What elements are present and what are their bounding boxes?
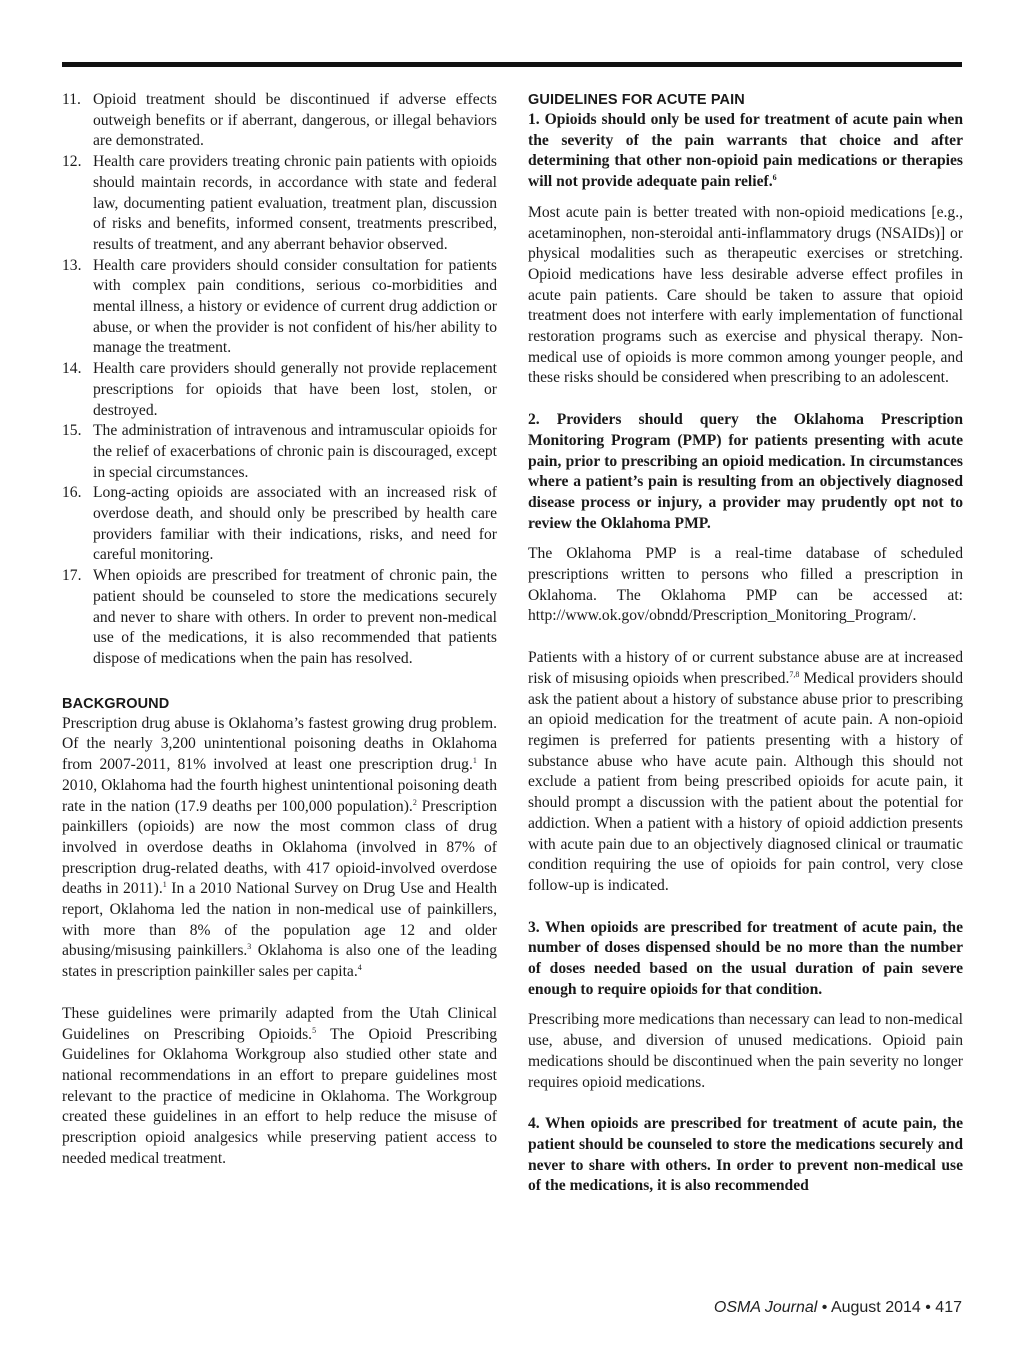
top-rule — [62, 62, 962, 67]
item-text: When opioids are prescribed for treatment of chronic pain, the patient should be counseled to store the medications securely and never to share with others. In order to prevent non-medical use of the medications, it is also recommended that patients dispose of medications when the pain has resolved. — [93, 567, 497, 667]
guideline-2: 2. Providers should query the Oklahoma Prescription Monitoring Program (PMP) for patients presenting with acute pain, prior to prescribing an opioid medication. In circumstances where a patient’s pain is resulting from an objectively diagnosed disease process or injury, a provider may prudently opt not to review the Oklahoma PMP. — [528, 411, 963, 532]
background-heading: BACKGROUND — [62, 695, 170, 712]
list-item: 14. Health care providers should generally not provide replacement prescriptions for opioids that have been lost, stolen, or destroyed. — [62, 360, 497, 419]
list-item: 13. Health care providers should consider consultation for patients with complex pain conditions, serious co-morbidities and mental illness, a history or evidence of current drug addiction or abuse, or when the provider is not confident of his/her ability to manage the treatment. — [62, 256, 497, 357]
guideline-3-body: Prescribing more medications than necessary can lead to non-medical use, abuse, and diversion of unused medications. Opioid pain medications should be discontinued when the pain severity no longer requires opioid medications. — [528, 1011, 963, 1091]
item-text: Health care providers treating chronic pain patients with opioids should maintain records, in accordance with state and federal law, documenting patient evaluation, treatment plan, discussion of risks and benefits, informed consent, treatments prescribed, results of treatment, and any aberrant behavior observed. — [93, 153, 497, 253]
guideline-1-body: Most acute pain is better treated with non-opioid medications [e.g., acetaminophen, non-steroidal anti-inflammatory drugs (NSAIDs)] or physical modalities such as therapeutic exercises or stretching. Opioid medications have less desirable adverse effect profiles in acute pain patients. Care should be taken to assure that opioid treatment does not interfere with early implementation of functional restoration programs such as exercise and physical therapy. Non-medical use of opioids is more common among younger people, and these risks should be considered when prescribing to an adolescent. — [528, 203, 963, 387]
citation: 3 — [247, 942, 252, 952]
guideline-2-body-1: The Oklahoma PMP is a real-time database of scheduled prescriptions written to persons who filled a prescription in Oklahoma. The Oklahoma PMP can be accessed at: http://www.ok.gov/obndd/Prescription_Monitoring_Program/. — [528, 545, 963, 625]
citation: 2 — [412, 797, 417, 807]
list-item: 15. The administration of intravenous and intramuscular opioids for the relief of exacerbations of chronic pain is discouraged, except in special circumstances. — [62, 422, 497, 481]
list-item: 16. Long-acting opioids are associated with an increased risk of overdose death, and should only be prescribed by health care providers familiar with their indications, risks, and need for careful monitoring. — [62, 484, 497, 564]
journal-name: OSMA Journal — [713, 1299, 818, 1316]
guideline-3: 3. When opioids are prescribed for treatment of acute pain, the number of doses dispensed should be no more than the number of doses needed based on the usual duration of pain severe enough to require opioids for that condition. — [528, 918, 963, 998]
issue-date: August 2014 — [830, 1299, 921, 1316]
item-text: The administration of intravenous and intramuscular opioids for the relief of exacerbations of chronic pain is discouraged, except in special circumstances. — [93, 422, 497, 481]
item-text: Health care providers should consider consultation for patients with complex pain conditions, serious co-morbidities and mental illness, a history or evidence of current drug addiction or abuse, or when the provider is not confident of his/her ability to manage the treatment. — [93, 256, 497, 357]
citation: 1 — [162, 880, 167, 890]
page-number: 417 — [935, 1299, 962, 1316]
guideline-4: 4. When opioids are prescribed for treatment of acute pain, the patient should be counseled to store the medications securely and never to share with others. In order to prevent non-medical use of the medications, it is also recommended — [528, 1115, 963, 1195]
background-paragraph-1: Prescription drug abuse is Oklahoma’s fastest growing drug problem. Of the nearly 3,200 unintentional poisoning deaths in Oklahoma from 2007-2011, 81% involved at least one prescription drug.$^1$ In 2010, Oklahoma had the fourth highest unintentional poisoning death rate in the nation (17.9 deaths per 100,000 population).$^2$ Prescription painkillers (opioids) are now the most common class of drug involved in overdose deaths in Oklahoma (involved in 87% of prescription drug-related deaths, with 417 opioid-involved overdose deaths in 2011).$^1$ In a 2010 National Survey on Drug Use and Health report, Oklahoma led the nation in non-medical use of painkillers, with more than 8% of the population age 12 and older abusing/misusing painkillers.$^3$ Oklahoma is also one of the leading states in prescription painkiller sales per capita.$^4$ — [62, 714, 498, 981]
list-item: 11. Opioid treatment should be discontinued if adverse effects outweigh benefits or if aberrant, dangerous, or illegal behaviors are demonstrated. — [62, 91, 497, 150]
item-text: Long-acting opioids are associated with an increased risk of overdose death, and should only be prescribed by health care providers familiar with their indications, risks, and need for careful monitoring. — [93, 484, 497, 564]
list-item: 12. Health care providers treating chronic pain patients with opioids should maintain records, in accordance with state and federal law, documenting patient evaluation, treatment plan, discussion of risks and benefits, informed consent, treatments prescribed, results of treatment, and any aberrant behavior observed. — [62, 153, 497, 253]
right-column — [528, 90, 963, 1197]
background-paragraph-2: These guidelines were primarily adapted from the Utah Clinical Guidelines on Prescribing Opioids.$^5$ The Opioid Prescribing Guidelines for Oklahoma Workgroup also studied other state and national recommendations in an effort to prepare guidelines most relevant to the practice of medicine in Oklahoma. The Workgroup created these guidelines in an effort to help reduce the misuse of prescription opioid analgesics while preserving patient access to needed medical treatment. — [62, 1004, 497, 1167]
item-text: Opioid treatment should be discontinued if adverse effects outweigh benefits or if aberrant, dangerous, or illegal behaviors are demonstrated. — [93, 91, 497, 150]
citation: 7,8 — [789, 669, 800, 679]
acute-pain-heading: GUIDELINES FOR ACUTE PAIN — [528, 92, 745, 108]
item-text: Health care providers should generally not provide replacement prescriptions for opioids that have been lost, stolen, or destroyed. — [93, 360, 497, 419]
guideline-1: 1. Opioids should only be used for treatment of acute pain when the severity of the pain warrants that choice and after determining that other non-opioid pain medications or therapies will not provide adequate pain relief.$^6$ — [528, 111, 963, 191]
list-item: 17. When opioids are prescribed for treatment of chronic pain, the patient should be counseled to store the medications securely and never to share with others. In order to prevent non-medical use of the medications, it is also recommended that patients dispose of medications when the pain has resolved. — [62, 567, 497, 667]
recommendation-list — [62, 90, 497, 670]
citation: 5 — [312, 1025, 317, 1035]
citation: 4 — [357, 963, 362, 973]
guideline-2-body-2: Patients with a history of or current substance abuse are at increased risk of misusing opioids when prescribed.$^{7,8}$ Medical providers should ask the patient about a history of substance abuse prior to prescribing an opioid medication for the treatment of acute pain. A non-opioid regimen is preferred for patients presenting with a history of substance abuse who have acute pain. Although this should not exclude a patient from being prescribed opioids for acute pain, it should prompt a discussion with the patient about the potential for addiction. When a patient with a history of opioid addiction presents with acute pain due to an objectively diagnosed clinical or traumatic condition requiring the use of opioids for pain control, very close follow-up is indicated. — [528, 649, 963, 894]
citation: 1 — [472, 756, 477, 766]
citation: 6 — [772, 173, 777, 183]
page-footer: OSMA Journal • August 2014 • 417 — [713, 1299, 962, 1316]
left-column — [62, 90, 497, 1169]
